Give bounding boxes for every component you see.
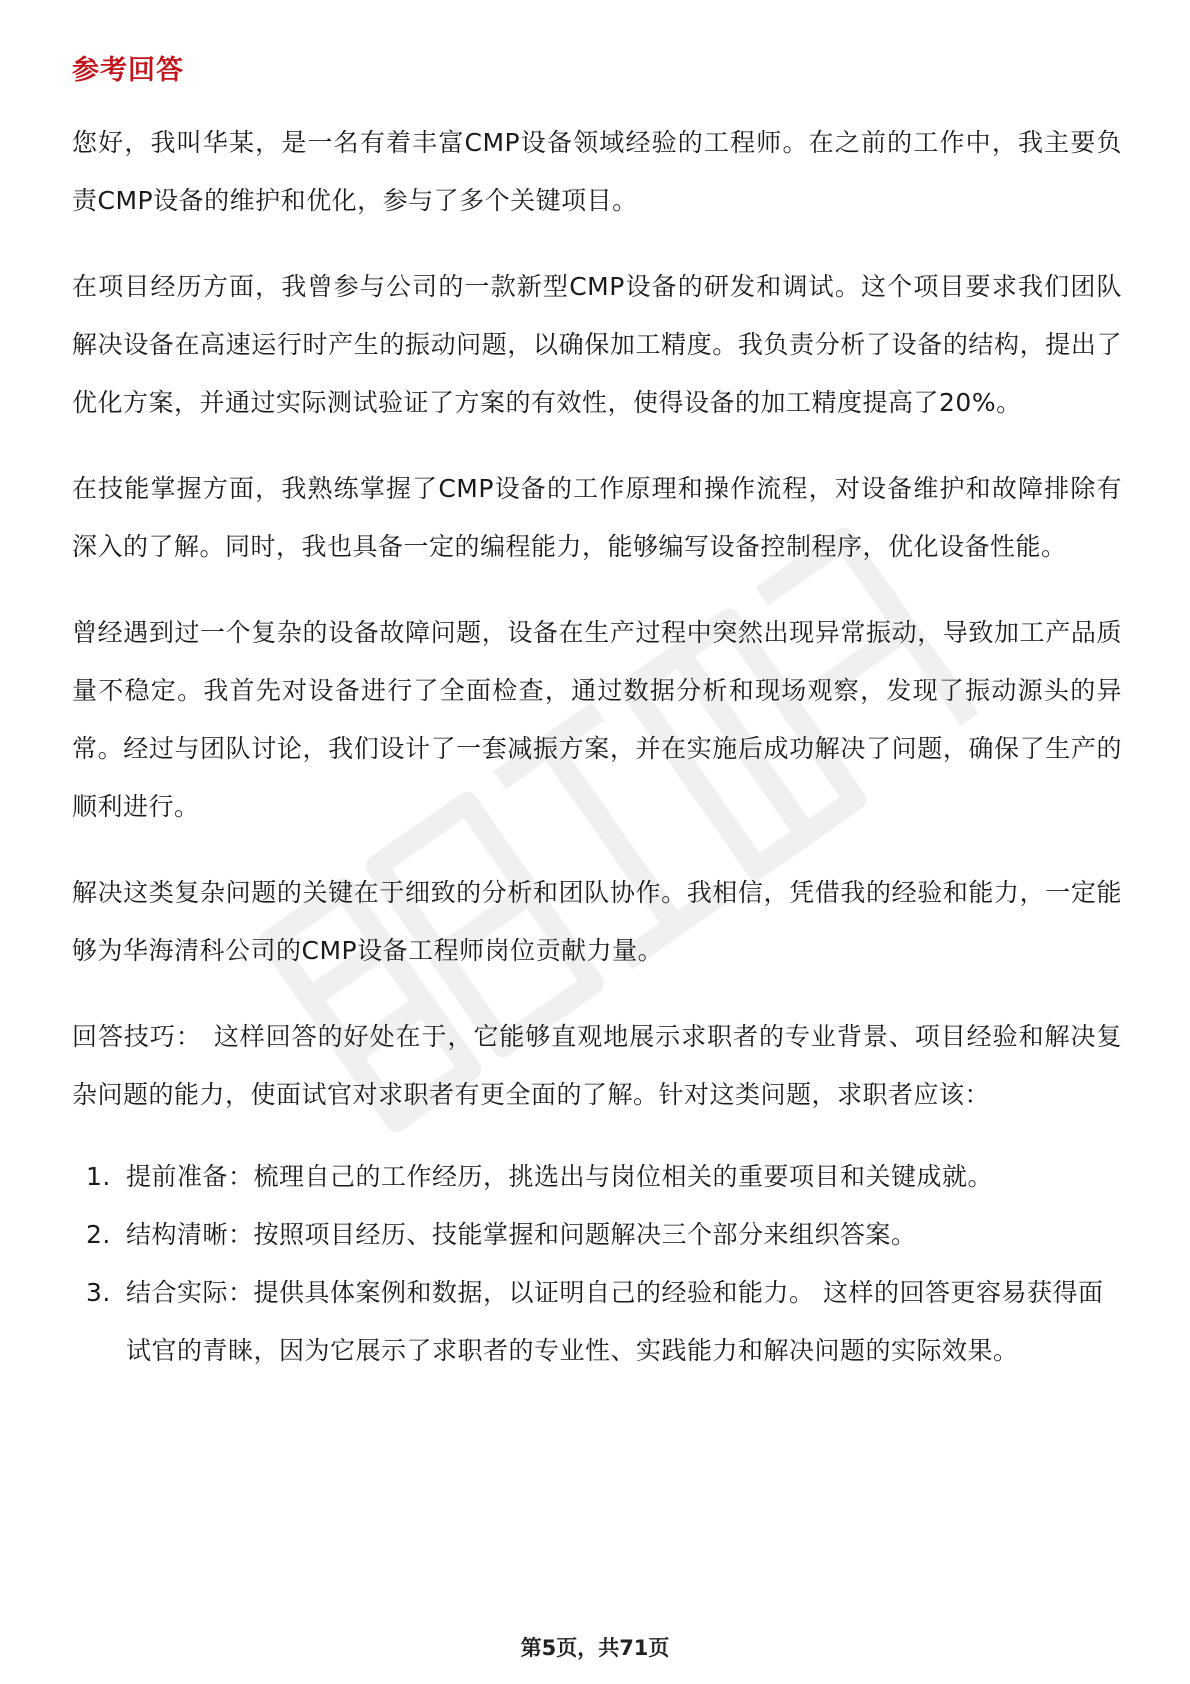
list-item-text: 结合实际：提供具体案例和数据，以证明自己的经验和能力。 这样的回答更容易获得面试官的青睐，因为它展示了求职者的专业性、实践能力和解决问题的实际效果。	[126, 1278, 1104, 1365]
page-number: 第5页，共71页	[520, 1636, 670, 1660]
section-title: 参考回答	[72, 55, 184, 86]
list-item-text: 提前准备：梳理自己的工作经历，挑选出与岗位相关的重要项目和关键成就。	[126, 1162, 994, 1191]
paragraph-project-experience: 在项目经历方面，我曾参与公司的一款新型CMP设备的研发和调试。这个项目要求我们团队解决设备在高速运行时产生的振动问题，以确保加工精度。我负责分析了设备的结构，提出了优化方案，并通过实际测试验证了方案的有效性，使得设备的加工精度提高了20%。	[72, 272, 1122, 417]
list-item-number: 2.	[86, 1220, 111, 1249]
tips-text: 这样回答的好处在于，它能够直观地展示求职者的专业背景、项目经验和解决复杂问题的能力，使面试官对求职者有更全面的了解。针对这类问题，求职者应该：	[72, 1022, 1122, 1109]
paragraph-skills: 在技能掌握方面，我熟练掌握了CMP设备的工作原理和操作流程，对设备维护和故障排除有深入的了解。同时，我也具备一定的编程能力，能够编写设备控制程序，优化设备性能。	[72, 474, 1122, 561]
list-item-number: 1.	[86, 1162, 111, 1191]
document-page	[72, 40, 1122, 1380]
list-item-number: 3.	[86, 1278, 111, 1307]
list-item	[72, 1206, 1122, 1264]
tips-paragraph	[72, 1008, 1122, 1124]
tips-list	[72, 1148, 1122, 1380]
tips-label: 回答技巧：	[72, 1022, 202, 1051]
list-item	[72, 1148, 1122, 1206]
paragraph-problem-solving: 曾经遇到过一个复杂的设备故障问题，设备在生产过程中突然出现异常振动，导致加工产品质量不稳定。我首先对设备进行了全面检查，通过数据分析和现场观察，发现了振动源头的异常。经过与团队讨论，我们设计了一套减振方案，并在实施后成功解决了问题，确保了生产的顺利进行。	[72, 618, 1122, 821]
list-item	[72, 1264, 1122, 1380]
paragraph-intro: 您好，我叫华某，是一名有着丰富CMP设备领域经验的工程师。在之前的工作中，我主要负责CMP设备的维护和优化，参与了多个关键项目。	[72, 128, 1122, 215]
paragraph-closing: 解决这类复杂问题的关键在于细致的分析和团队协作。我相信，凭借我的经验和能力，一定能够为华海清科公司的CMP设备工程师岗位贡献力量。	[72, 878, 1122, 965]
list-item-text: 结构清晰：按照项目经历、技能掌握和问题解决三个部分来组织答案。	[126, 1220, 917, 1249]
